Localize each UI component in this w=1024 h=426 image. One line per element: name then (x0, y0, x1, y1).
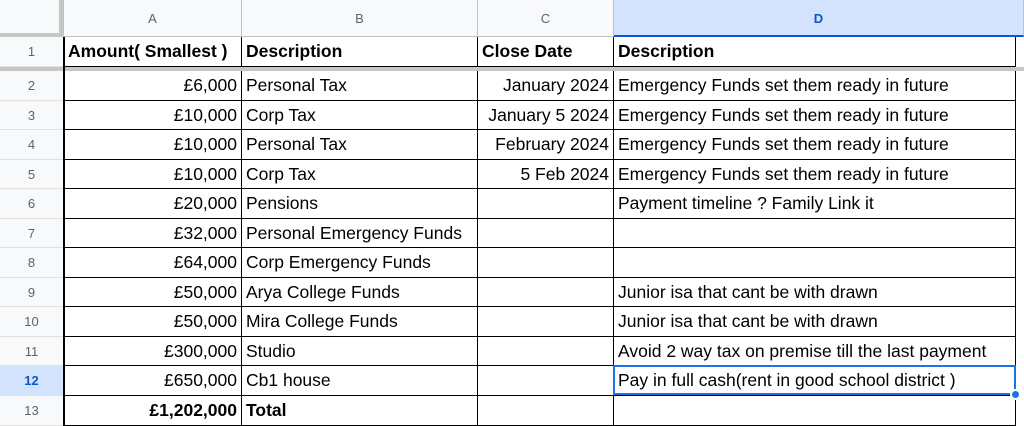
cell-c4[interactable]: February 2024 (478, 130, 614, 160)
grid-left-border (63, 37, 65, 426)
cell-d7[interactable] (614, 219, 1016, 248)
cell-c10[interactable] (478, 307, 614, 337)
cell-c6[interactable] (478, 189, 614, 219)
select-all-corner[interactable] (0, 0, 64, 37)
cell-a10[interactable]: £50,000 (64, 307, 242, 337)
cell-d12[interactable]: Pay in full cash(rent in good school district ) (614, 366, 1016, 396)
cell-d11[interactable]: Avoid 2 way tax on premise till the last payment (614, 337, 1016, 366)
cell-b13[interactable]: Total (242, 396, 478, 426)
cell-a3[interactable]: £10,000 (64, 101, 242, 130)
row-header-10[interactable]: 10 (0, 307, 64, 337)
cell-d1[interactable]: Description (614, 37, 1016, 67)
cell-d6[interactable]: Payment timeline ? Family Link it (614, 189, 1016, 219)
row-header-11[interactable]: 11 (0, 337, 64, 366)
cell-b5[interactable]: Corp Tax (242, 160, 478, 189)
cell-c9[interactable] (478, 278, 614, 307)
freeze-column-handle[interactable] (59, 0, 63, 37)
cell-d9[interactable]: Junior isa that cant be with drawn (614, 278, 1016, 307)
cell-b4[interactable]: Personal Tax (242, 130, 478, 160)
cell-d13[interactable] (614, 396, 1016, 426)
column-header-c[interactable]: C (478, 0, 614, 37)
cell-a1[interactable]: Amount( Smallest ) (64, 37, 242, 67)
cell-c3[interactable]: January 5 2024 (478, 101, 614, 130)
cell-d5[interactable]: Emergency Funds set them ready in future (614, 160, 1016, 189)
cell-b8[interactable]: Corp Emergency Funds (242, 248, 478, 278)
cell-c8[interactable] (478, 248, 614, 278)
row-header-1[interactable]: 1 (0, 37, 64, 67)
row-header-4[interactable]: 4 (0, 130, 64, 160)
cell-d4[interactable]: Emergency Funds set them ready in future (614, 130, 1016, 160)
cell-b7[interactable]: Personal Emergency Funds (242, 219, 478, 248)
fill-handle[interactable] (1010, 389, 1021, 400)
row-header-7[interactable]: 7 (0, 219, 64, 248)
cell-b10[interactable]: Mira College Funds (242, 307, 478, 337)
row-header-2[interactable]: 2 (0, 71, 64, 101)
cell-a13[interactable]: £1,202,000 (64, 396, 242, 426)
cell-a2[interactable]: £6,000 (64, 71, 242, 101)
cell-a5[interactable]: £10,000 (64, 160, 242, 189)
cell-c7[interactable] (478, 219, 614, 248)
row-header-12[interactable]: 12 (0, 366, 64, 396)
row-header-6[interactable]: 6 (0, 189, 64, 219)
column-header-a[interactable]: A (64, 0, 242, 37)
cell-d3[interactable]: Emergency Funds set them ready in future (614, 101, 1016, 130)
cell-c2[interactable]: January 2024 (478, 71, 614, 101)
cell-a8[interactable]: £64,000 (64, 248, 242, 278)
row-header-3[interactable]: 3 (0, 101, 64, 130)
cell-a9[interactable]: £50,000 (64, 278, 242, 307)
cell-b11[interactable]: Studio (242, 337, 478, 366)
row-header-8[interactable]: 8 (0, 248, 64, 278)
cell-c13[interactable] (478, 396, 614, 426)
cell-b1[interactable]: Description (242, 37, 478, 67)
cell-b12[interactable]: Cb1 house (242, 366, 478, 396)
cell-d10[interactable]: Junior isa that cant be with drawn (614, 307, 1016, 337)
cell-b9[interactable]: Arya College Funds (242, 278, 478, 307)
cell-c5[interactable]: 5 Feb 2024 (478, 160, 614, 189)
row-header-9[interactable]: 9 (0, 278, 64, 307)
row-header-13[interactable]: 13 (0, 396, 64, 426)
cell-b6[interactable]: Pensions (242, 189, 478, 219)
cell-c1[interactable]: Close Date (478, 37, 614, 67)
column-header-d[interactable]: D (614, 0, 1024, 37)
cell-a11[interactable]: £300,000 (64, 337, 242, 366)
cell-a7[interactable]: £32,000 (64, 219, 242, 248)
cell-d8[interactable] (614, 248, 1016, 278)
cell-a12[interactable]: £650,000 (64, 366, 242, 396)
row-header-5[interactable]: 5 (0, 160, 64, 189)
cell-d2[interactable]: Emergency Funds set them ready in future (614, 71, 1016, 101)
cell-b2[interactable]: Personal Tax (242, 71, 478, 101)
cell-a4[interactable]: £10,000 (64, 130, 242, 160)
cell-a6[interactable]: £20,000 (64, 189, 242, 219)
column-header-b[interactable]: B (242, 0, 478, 37)
cell-c12[interactable] (478, 366, 614, 396)
cell-b3[interactable]: Corp Tax (242, 101, 478, 130)
cell-c11[interactable] (478, 337, 614, 366)
